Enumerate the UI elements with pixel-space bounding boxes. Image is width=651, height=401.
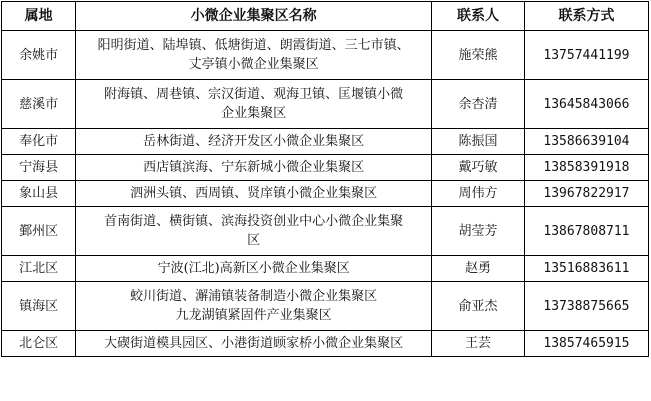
phone-cell: 13516883611 [524,256,648,282]
contact-cell: 余杏清 [432,80,525,129]
zone-line: 蛟川街道、澥浦镇装备制造小微企业集聚区 [130,289,378,304]
contact-cell: 胡莹芳 [432,207,525,256]
zone-cell [76,331,432,357]
zone-line: 首南街道、横街镇、滨海投资创业中心小微企业集聚 [104,214,404,229]
header-contact: 联系人 [432,2,525,31]
table-row [2,181,649,207]
zone-line: 西店镇滨海、宁东新城小微企业集聚区 [143,160,365,175]
zone-cell [76,207,432,256]
region-cell: 宁海县 [2,155,76,181]
zone-cell [76,155,432,181]
table-row [2,331,649,357]
zone-line: 阳明街道、陆埠镇、低塘街道、朗霞街道、三七市镇、 [97,38,410,53]
zone-cell [76,181,432,207]
region-cell: 余姚市 [2,31,76,80]
region-cell: 镇海区 [2,282,76,331]
contact-cell: 戴巧敏 [432,155,525,181]
header-region: 属地 [2,2,76,31]
header-row [2,2,649,31]
zone-line: 丈亭镇小微企业集聚区 [188,57,319,72]
region-cell: 北仑区 [2,331,76,357]
table-row [2,282,649,331]
contact-cell: 王芸 [432,331,525,357]
phone-cell: 13857465915 [524,331,648,357]
region-cell: 鄞州区 [2,207,76,256]
phone-cell: 13967822917 [524,181,648,207]
region-cell: 象山县 [2,181,76,207]
zone-line: 大碶街道模具园区、小港街道顾家桥小微企业集聚区 [104,336,404,351]
zone-line: 附海镇、周巷镇、宗汉街道、观海卫镇、匡堰镇小微 [104,87,404,102]
region-cell: 慈溪市 [2,80,76,129]
table-row [2,207,649,256]
zone-cell [76,129,432,155]
header-zone: 小微企业集聚区名称 [76,2,432,31]
table-row [2,256,649,282]
contact-cell: 周伟方 [432,181,525,207]
table-row [2,129,649,155]
zone-cell [76,282,432,331]
contact-cell: 陈振国 [432,129,525,155]
phone-cell: 13738875665 [524,282,648,331]
phone-cell: 13757441199 [524,31,648,80]
zone-cell [76,80,432,129]
phone-cell: 13645843066 [524,80,648,129]
zone-line: 岳林街道、经济开发区小微企业集聚区 [143,134,365,149]
contact-cell: 施荣熊 [432,31,525,80]
contact-cell: 赵勇 [432,256,525,282]
zone-line: 区 [247,233,261,248]
phone-cell: 13586639104 [524,129,648,155]
zone-cell [76,256,432,282]
phone-cell: 13858391918 [524,155,648,181]
region-cell: 江北区 [2,256,76,282]
zone-line: 企业集聚区 [221,106,287,121]
header-phone: 联系方式 [524,2,648,31]
zone-line: 泗洲头镇、西周镇、贤庠镇小微企业集聚区 [130,186,378,201]
zone-cell [76,31,432,80]
table-row [2,80,649,129]
contact-cell: 俞亚杰 [432,282,525,331]
phone-cell: 13867808711 [524,207,648,256]
zone-line: 九龙湖镇紧固件产业集聚区 [175,308,332,323]
table-row [2,31,649,80]
zone-line: 宁波(江北)高新区小微企业集聚区 [157,261,350,276]
contacts-table [1,1,649,357]
region-cell: 奉化市 [2,129,76,155]
table-row [2,155,649,181]
